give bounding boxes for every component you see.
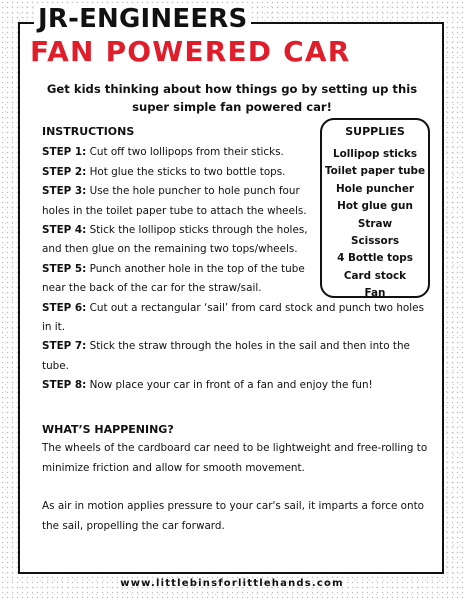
step-label: STEP 2:: [42, 165, 87, 178]
supply-item: Hole puncher: [335, 182, 415, 195]
footer-url: www.littlebinsforlittlehands.com: [120, 578, 344, 589]
instructions-heading: INSTRUCTIONS: [42, 125, 135, 138]
supply-item: Card stock: [343, 269, 407, 282]
step-5: [42, 260, 314, 299]
step-label: STEP 4:: [42, 224, 87, 237]
page-title: FAN POWERED CAR: [30, 35, 351, 68]
supplies-heading: SUPPLIES: [345, 125, 405, 138]
step-text: Cut out a rectangular ‘sail’ from card stock and punch two holes in it.: [42, 301, 424, 334]
supply-item: Hot glue gun: [337, 200, 413, 213]
step-text: Use the hole puncher to hole punch four holes in the toilet paper tube to attach the wheels.: [42, 185, 307, 217]
intro-text: Get kids thinking about how things go by setting up this super simple fan powered car!: [46, 82, 418, 114]
paragraph-spacer: [42, 478, 434, 497]
step-3: [42, 182, 314, 221]
step-label: STEP 5:: [42, 262, 87, 275]
step-7: [42, 337, 434, 376]
step-1: [42, 143, 314, 162]
supply-item: 4 Bottle tops: [337, 252, 413, 265]
series-title: JR-ENGINEERS: [34, 3, 251, 35]
supply-item: Lollipop sticks: [332, 148, 418, 160]
step-text: Stick the straw through the holes in the sail and then into the tube.: [42, 340, 410, 372]
step-text: Hot glue the sticks to two bottle tops.: [89, 165, 286, 178]
supplies-box: [320, 118, 430, 298]
step-label: STEP 3:: [42, 185, 87, 198]
explanation-paragraph-2: As air in motion applies pressure to your car's sail, it imparts a force onto the sail, propelling the car forward.: [42, 500, 425, 532]
supplies-list: [322, 146, 428, 303]
supply-item: Fan: [364, 287, 386, 300]
step-label: STEP 7:: [42, 340, 87, 353]
explanation-paragraph-1: The wheels of the cardboard car need to be lightweight and free-rolling to minimize friction and allow for smooth movement.: [42, 442, 428, 474]
step-6: [42, 299, 434, 338]
step-label: STEP 8:: [42, 379, 87, 392]
step-text: Punch another hole in the top of the tube near the back of the car for the straw/sail.: [42, 262, 305, 295]
step-text: Cut off two lollipops from their sticks.: [89, 146, 284, 159]
supply-item: Straw: [357, 217, 393, 230]
supply-item: Scissors: [350, 235, 400, 248]
step-text: Stick the lollipop sticks through the holes, and then glue on the remaining two tops/wheels.: [42, 224, 308, 256]
step-label: STEP 1:: [42, 146, 87, 159]
whats-happening-heading: WHAT’S HAPPENING?: [42, 423, 174, 436]
step-2: [42, 163, 314, 182]
step-label: STEP 6:: [42, 301, 87, 314]
step-text: Now place your car in front of a fan and enjoy the fun!: [89, 379, 373, 392]
step-8: [42, 376, 434, 395]
supply-item: Toilet paper tube: [324, 165, 426, 178]
step-4: [42, 221, 314, 260]
whats-happening-section: [42, 420, 434, 536]
